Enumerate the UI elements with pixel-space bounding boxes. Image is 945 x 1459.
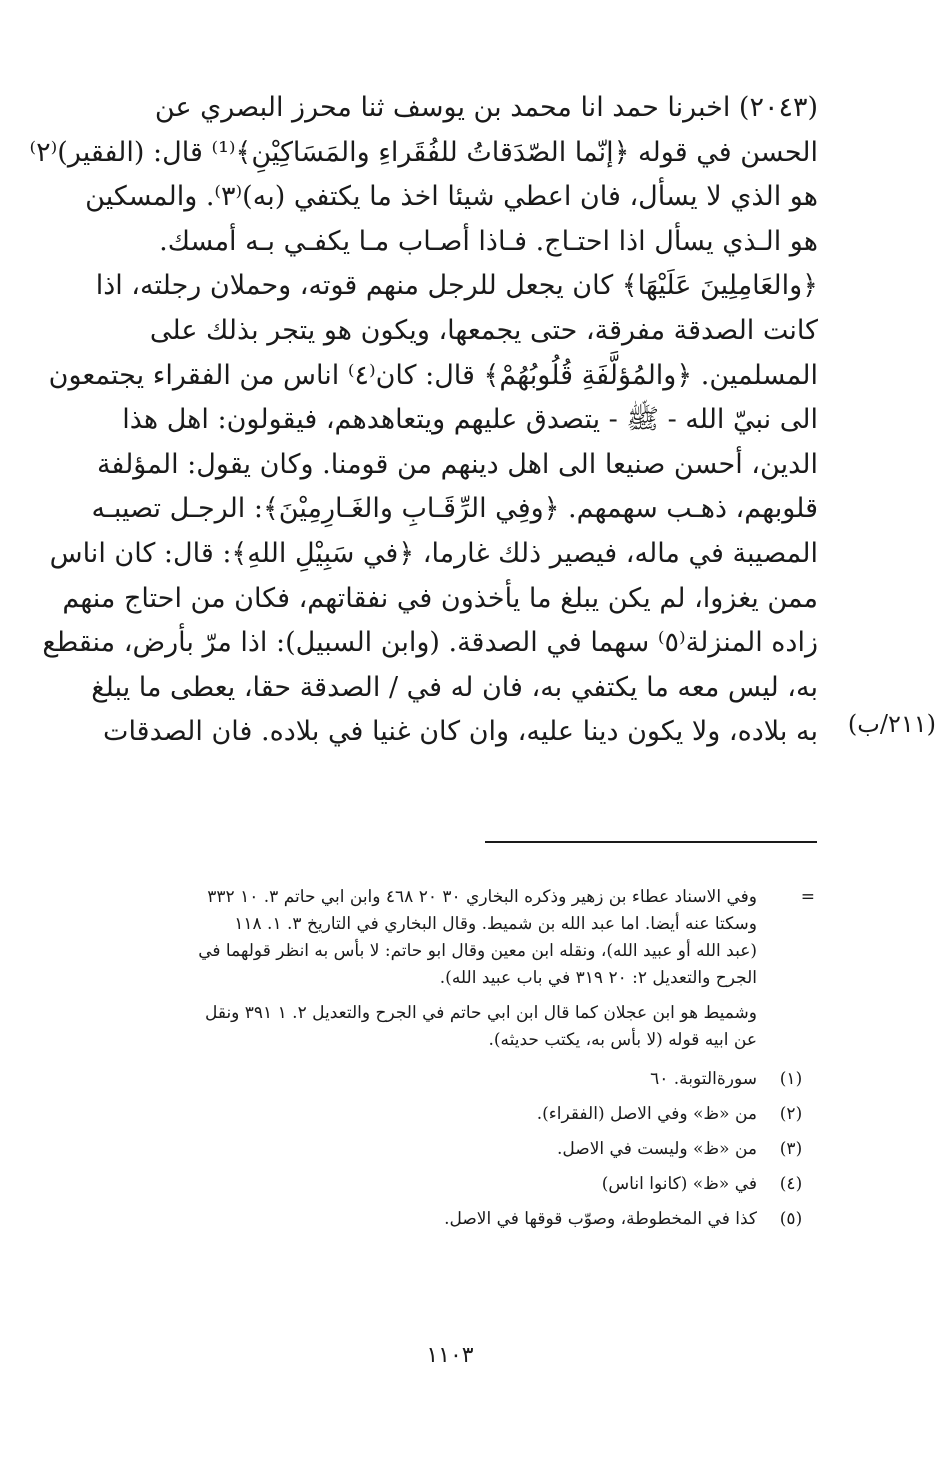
text-line: به بلاده، ولا يكون دينا عليه، وان كان غنيا في بلاده. فان الصدقات [103,716,818,748]
footnote-item [50,1202,825,1237]
text-line: به، ليس معه ما يكتفي به، فان له في / الصدقة حقا، يعطى ما يبلغ [91,671,818,703]
footnote-text: في «ظ» (كانوا اناس) [601,1174,757,1194]
footnote-text: سورةالتوبة. ٦٠ [650,1069,757,1089]
text-line: (٢٠٤٣) اخبرنا حمد انا محمد بن يوسف ثنا محرز البصري عن [154,92,818,123]
text-line: المسلمين. ﴿والمُؤلَّفَةِ قُلُوبُهُمْ﴾ قال: كان⁽٤⁾ اناس من الفقراء يجتمعون [48,359,818,391]
text-line: هو الذي لا يسأل، فان اعطي شيئا اخذ ما يكتفي (به)⁽٣⁾. والمسكين [85,181,818,213]
footnote-line: وشميط هو ابن عجلان كما قال ابن ابي حاتم في الجرح والتعديل ٢. ١ ٣٩١ ونقل [204,1003,757,1023]
footnote-number: (٥) [779,1209,803,1229]
footnote-line: وسكتا عنه أيضا. اما عبد الله بن شميط. وقال البخاري في التاريخ ٣. ١. ١١٨ [234,914,757,934]
text-line: الدين، أحسن صنيعا الى اهل دينهم من قومنا. وكان يقول: المؤلفة [96,448,818,480]
text-line: كانت الصدقة مفرقة، حتى يجمعها، ويكون هو يتجر بذلك على [149,314,818,346]
continuation-marker: = [800,887,815,907]
footnote-text: من «ظ» وفي الاصل (الفقراء). [536,1104,757,1124]
main-text [29,86,818,755]
footnote-item [50,1132,825,1167]
text-line: زاده المنزلة⁽٥⁾ سهما في الصدقة. (وابن السبيل): اذا مرّ بأرض، منقطع [42,627,818,659]
footnote-number: (١) [779,1069,803,1089]
footnote-number: (٣) [779,1139,803,1159]
folio-margin-note: (٢١١/ب) [847,710,936,738]
text-line: الحسن في قوله ﴿إنّما الصّدَقاتُ للفُقَراءِ والمَسَاكِيْنِ﴾⁽¹⁾ قال: (الفقير)⁽٢⁾ [29,136,818,168]
text-line: قلوبهم، ذهـب سهمهم. ﴿وفِي الرِّقَـابِ والغَـارِمِيْنَ﴾: الرجـل تصيبـه [91,493,818,525]
text-line: ممن يغزوا، لم يكن يبلغ ما يأخذون في نفقاتهم، فكان من احتاج منهم [62,582,818,614]
text-line: هو الـذي يسأل اذا احتـاج. فـاذا أصـاب مـا يكفـي بـه أمسك. [159,225,818,257]
text-line: الى نبيّ الله - ﷺ - يتصدق عليهم ويتعاهدهم، فيقولون: اهل هذا [122,404,818,436]
footnote-item [50,1167,825,1202]
footnote-continuation [50,884,825,992]
footnote-line: عن ابيه قوله (لا بأس به، يكتب حديثه). [488,1030,757,1050]
footnote-text: كذا في المخطوطة، وصوّب قوقها في الاصل. [444,1209,757,1229]
footnote-number: (٢) [779,1104,803,1124]
footnote-divider [485,841,817,843]
footnotes [50,884,825,1237]
footnote-item [50,1097,825,1132]
footnote-line: (عبد الله أو عبيد الله)، ونقله ابن معين وقال ابو حاتم: لا بأس به انظر قولهما في [198,941,757,961]
footnote-line: وفي الاسناد عطاء بن زهير وذكره البخاري ٣٠ ٢٠ ٤٦٨ وابن ابي حاتم ٣. ١٠ ٣٣٢ [207,887,757,907]
footnote-item [50,1062,825,1097]
footnote-text: من «ظ» وليست في الاصل. [557,1139,757,1159]
page-number: ١١٠٣ [426,1343,474,1368]
text-line: المصيبة في ماله، فيصير ذلك غارما، ﴿في سَبِيْلِ اللهِ﴾: قال: كان اناس [49,537,818,569]
text-line: ﴿والعَامِلِينَ عَلَيْهَا﴾ كان يجعل للرجل منهم قوته، وحملان رجلته، اذا [95,270,818,302]
footnote-number: (٤) [779,1174,803,1194]
footnote-line: الجرح والتعديل ٢: ٢٠ ٣١٩ في باب عبيد الله). [439,968,757,988]
footnote-continuation-2 [50,1000,825,1054]
